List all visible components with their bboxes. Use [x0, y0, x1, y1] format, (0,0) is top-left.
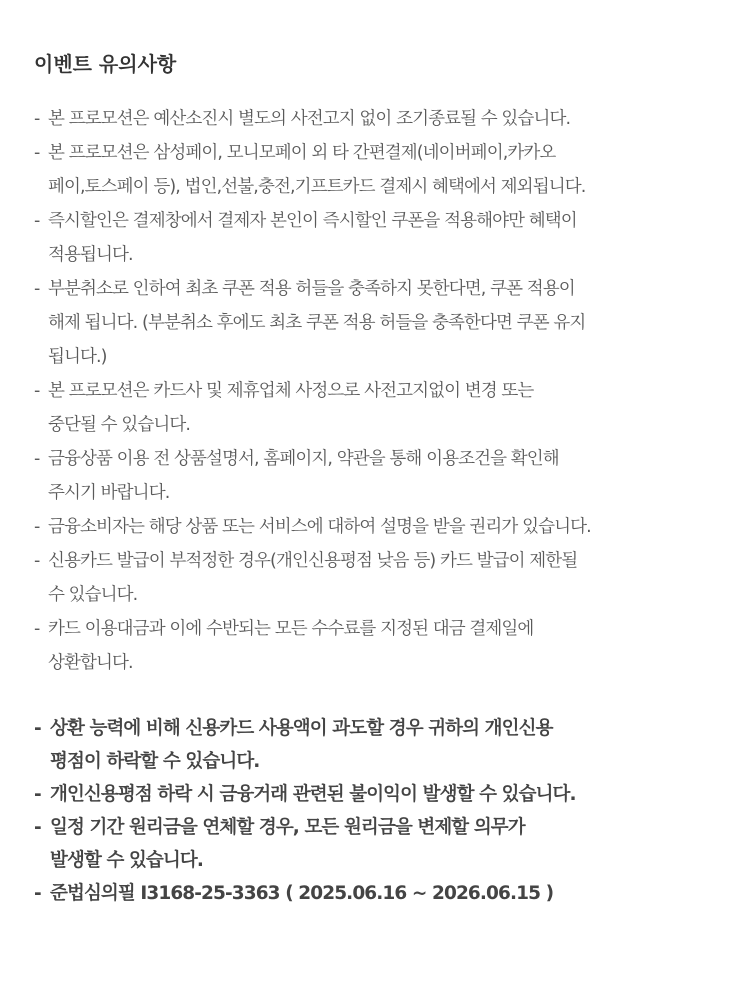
warning-text: 상환 능력에 비해 신용카드 사용액이 과도할 경우 귀하의 개인신용 평점이 하락할 수 있습니다.: [50, 718, 553, 772]
notice-item: [34, 102, 734, 136]
notice-item: [34, 374, 734, 442]
notice-item: [34, 204, 734, 272]
notice-item: [34, 136, 734, 204]
bullet-dash: -: [34, 279, 40, 299]
notice-text: 금융소비자는 해당 상품 또는 서비스에 대하여 설명을 받을 권리가 있습니다.: [48, 517, 591, 537]
section-title: 이벤트 유의사항: [34, 52, 177, 76]
notice-item: [34, 272, 734, 374]
bullet-dash: -: [34, 883, 41, 904]
bullet-dash: -: [34, 517, 40, 537]
notice-text: 카드 이용대금과 이에 수반되는 모든 수수료를 지정된 대금 결제일에 상환합니다.: [48, 619, 534, 673]
notice-item: [34, 510, 734, 544]
bullet-dash: -: [34, 784, 41, 805]
bullet-dash: -: [34, 817, 41, 838]
warning-text: 일정 기간 원리금을 연체할 경우, 모든 원리금을 변제할 의무가 발생할 수 있습니다.: [50, 817, 525, 871]
warning-text: 개인신용평점 하락 시 금융거래 관련된 불이익이 발생할 수 있습니다.: [50, 784, 576, 805]
bullet-dash: -: [34, 211, 40, 231]
notice-item: [34, 442, 734, 510]
compliance-text: 준법심의필 I3168-25-3363 ( 2025.06.16 ~ 2026.06.15 ): [50, 883, 554, 904]
notice-text: 본 프로모션은 삼성페이, 모니모페이 외 타 간편결제(네이버페이,카카오 페이,토스페이 등), 법인,선불,충전,기프트카드 결제시 혜택에서 제외됩니다.: [48, 143, 586, 197]
bullet-dash: -: [34, 109, 40, 129]
warning-item: [34, 811, 734, 877]
notice-text: 신용카드 발급이 부적정한 경우(개인신용평점 낮음 등) 카드 발급이 제한될 수 있습니다.: [48, 551, 578, 605]
notice-item: [34, 612, 734, 680]
warning-item: [34, 778, 734, 811]
notice-item: [34, 544, 734, 612]
bullet-dash: -: [34, 619, 40, 639]
compliance-number: [34, 877, 734, 910]
bullet-dash: -: [34, 718, 41, 739]
notice-text: 본 프로모션은 예산소진시 별도의 사전고지 없이 조기종료될 수 있습니다.: [48, 109, 571, 129]
notice-list: [34, 102, 734, 680]
warning-item: [34, 712, 734, 778]
notice-text: 부분취소로 인하여 최초 쿠폰 적용 허들을 충족하지 못한다면, 쿠폰 적용이 해제 됩니다. (부분취소 후에도 최초 쿠폰 적용 허들을 충족한다면 쿠폰 유지 됩니다.): [48, 279, 586, 367]
notice-text: 금융상품 이용 전 상품설명서, 홈페이지, 약관을 통해 이용조건을 확인해 주시기 바랍니다.: [48, 449, 559, 503]
bullet-dash: -: [34, 449, 40, 469]
warning-list: [34, 712, 734, 910]
bullet-dash: -: [34, 143, 40, 163]
bullet-dash: -: [34, 381, 40, 401]
notice-text: 즉시할인은 결제창에서 결제자 본인이 즉시할인 쿠폰을 적용해야만 혜택이 적용됩니다.: [48, 211, 577, 265]
notice-text: 본 프로모션은 카드사 및 제휴업체 사정으로 사전고지없이 변경 또는 중단될 수 있습니다.: [48, 381, 534, 435]
bullet-dash: -: [34, 551, 40, 571]
